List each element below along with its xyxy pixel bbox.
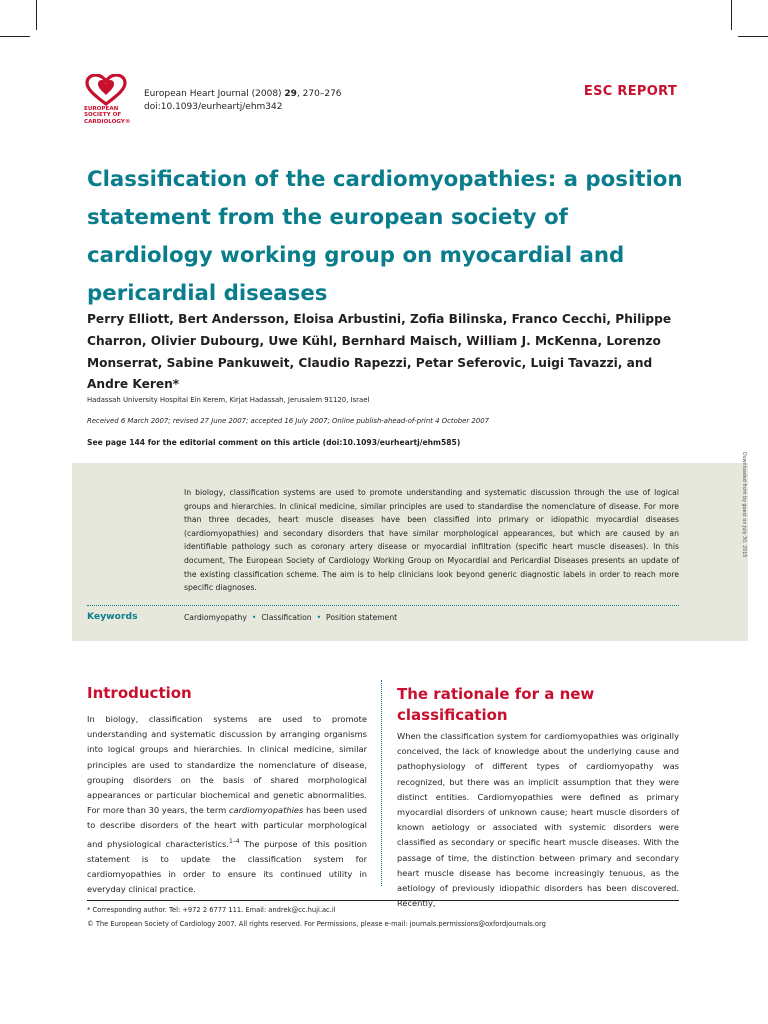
intro-text-part: The purpose of this position statement is to update the classification system for cardiomyopathies in order to ensure its continued utility in everyday clinical practice. [87,838,367,894]
intro-text-part: In biology, classification systems are used to promote understanding and systematic discussion by arranging organisms into logical groups and hierarchies. In clinical medicine, similar principles are used to standardize the nomenclature of disease, grouping disorders on the basis of shared morphological appearances or particular biochemical and genetic abnormalities. For more than 30 years, the term [87,714,367,816]
journal-pages: , 270–276 [296,89,342,99]
copyright-note: © The European Society of Cardiology 2007. All rights reserved. For Permissions, please e-mail: journals.permissions@oxfordjournals.org [87,920,546,928]
intro-text-part: has been used to describe disorders of the heart with particular morphological and physiological characteristics. [87,805,367,849]
crop-mark-top-left-h [0,36,30,37]
keyword: Cardiomyopathy [184,613,247,622]
footnote-rule [87,900,679,901]
author-list: Perry Elliott, Bert Andersson, Eloisa Arbustini, Zofia Bilinska, Franco Cecchi, Philippe Charron, Olivier Dubourg, Uwe Kühl, Bernhard Maisch, William J. McKenna, Lorenzo Monserrat, Sabine Pankuweit, Claudio Rapezzi, Petar Seferovic, Luigi Tavazzi, and Andre Keren* [87,312,672,392]
keywords-label: Keywords [87,611,138,622]
article-dates: Received 6 March 2007; revised 27 June 2007; accepted 16 July 2007; Online publish-ahead-of-print 4 October 2007 [87,417,489,425]
keyword: Position statement [326,613,398,622]
crop-mark-top-right [731,0,732,30]
society-line-1: EUROPEAN [84,106,119,112]
society-line-2: SOCIETY OF [84,112,122,119]
corresponding-author-note: * Corresponding author. Tel: +972 2 6777 111. Email: andrek@cc.huji.ac.il [87,906,336,914]
keyword: Classification [261,613,312,622]
affiliation: Hadassah University Hospital Ein Kerem, Kirjat Hadassah, Jerusalem 91120, Israel [87,396,370,404]
section-label: ESC REPORT [583,84,677,99]
journal-volume: 29 [284,89,297,99]
keyword-bullet: • [251,613,257,622]
crop-mark-top-left [36,0,37,30]
rationale-text: When the classification system for cardiomyopathies was originally conceived, the lack of knowledge about the underlying cause and pathophysiology of different types of cardiomyopathy was recognized, but there was an implicit assumption that they were distinct entities. Cardiomyopathies were defined as primary myocardial disorders of unknown cause; heart muscle disorders of known aetiology or associated with systemic disorders were classified as secondary or specific heart muscle diseases. With the passage of time, the distinction between primary and secondary heart muscle disease has become increasingly tenuous, as the aetiology of previously idiopathic disorders has been discovered. Recently, [397,731,679,909]
column-separator [381,680,382,886]
abstract-text: In biology, classification systems are used to promote understanding and systematic discussion through the use of logical groups and hierarchies. In clinical medicine, similar principles are used to standardise the nomenclature of disease. For more than three decades, heart muscle diseases have been classified into primary or idiopathic myocardial diseases (cardiomyopathies) and secondary disorders that have similar morphological appearances, but which are caused by an identifiable pathology such as coronary artery disease or myocardial infiltration (specific heart muscle diseases). In this document, The European Society of Cardiology Working Group on Myocardial and Pericardial Diseases presents an update of the existing classification scheme. The aim is to help clinicians look beyond generic diagnostic labels in order to reach more specific diagnoses. [184,488,679,593]
editorial-note: See page 144 for the editorial comment on this article (doi:10.1093/eurheartj/ehm585) [87,438,461,447]
reference-citation[interactable]: 1–4 [228,837,240,845]
esc-heart-logo-icon [84,74,128,106]
rationale-heading: The rationale for a new classification [397,685,595,724]
download-stamp-text: Downloaded from by guest on July 30, 2015 [741,452,746,558]
article-title: Classification of the cardiomyopathies: a position statement from the european society of cardiology working group on myocardial and pericardial diseases [87,167,683,306]
society-name [84,106,144,125]
crop-mark-top-right-h [738,36,768,37]
journal-citation [144,88,342,113]
society-line-3: CARDIOLOGY® [84,118,131,125]
intro-italic-term: cardiomyopathies [228,805,304,816]
keywords-list [184,613,397,622]
article-doi[interactable]: doi:10.1093/eurheartj/ehm342 [144,101,283,112]
keyword-bullet: • [316,613,322,622]
abstract-divider [87,605,679,606]
download-stamp [737,452,751,598]
introduction-heading: Introduction [87,684,192,702]
introduction-text [87,712,367,897]
journal-name: European Heart Journal (2008) [144,89,285,99]
